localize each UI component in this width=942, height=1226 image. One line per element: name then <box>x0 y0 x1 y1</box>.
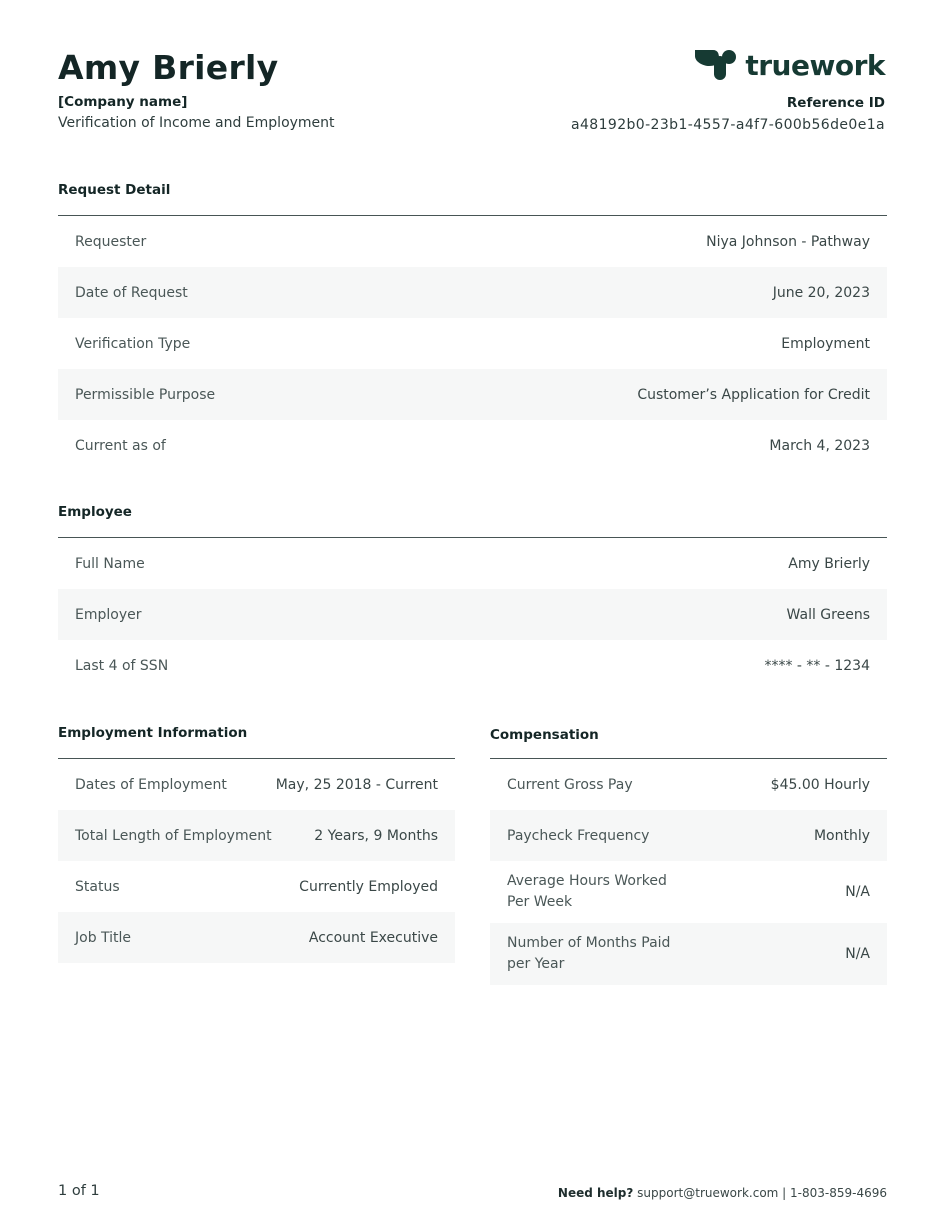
section-title: Compensation <box>490 723 887 759</box>
section-title: Request Detail <box>58 180 887 216</box>
table-row <box>58 640 887 691</box>
table-row <box>58 861 455 912</box>
table-row <box>58 318 887 369</box>
row-value: N/A <box>845 884 870 900</box>
table-row <box>58 912 455 963</box>
row-label: Status <box>75 878 120 895</box>
row-value: Currently Employed <box>299 878 438 895</box>
row-value: N/A <box>845 946 870 962</box>
employee-name-heading: Amy Brierly <box>58 48 279 87</box>
help-label: Need help? <box>557 1186 634 1200</box>
compensation-table <box>490 759 887 985</box>
row-label: Total Length of Employment <box>75 827 272 844</box>
truework-logo <box>691 48 885 82</box>
row-label: Last 4 of SSN <box>75 657 169 674</box>
employee-section <box>58 502 887 691</box>
row-value: Customer’s Application for Credit <box>637 386 870 403</box>
row-label: Current as of <box>75 437 166 454</box>
row-value: Employment <box>781 335 870 352</box>
employee-table <box>58 538 887 691</box>
row-value: **** - ** - 1234 <box>764 657 870 674</box>
row-label: Employer <box>75 606 142 623</box>
table-row <box>58 369 887 420</box>
row-label: Permissible Purpose <box>75 386 216 403</box>
reference-id-value: a48192b0-23b1-4557-a4f7-600b56de0e1a <box>570 117 885 133</box>
table-row <box>490 923 887 985</box>
employment-information-section <box>58 723 455 963</box>
row-value: March 4, 2023 <box>769 437 870 454</box>
page-number: 1 of 1 <box>58 1183 100 1199</box>
table-row <box>58 420 887 471</box>
row-value: Niya Johnson - Pathway <box>706 233 870 250</box>
row-value: Amy Brierly <box>788 555 870 572</box>
row-value: June 20, 2023 <box>772 284 870 301</box>
table-row <box>58 759 455 810</box>
row-value: May, 25 2018 - Current <box>275 776 438 793</box>
table-row <box>490 810 887 861</box>
reference-id-label: Reference ID <box>786 95 885 111</box>
logo-text: truework <box>745 48 885 82</box>
employment-information-table <box>58 759 455 963</box>
table-row <box>58 538 887 589</box>
row-label: Number of Months Paid per Year <box>507 935 671 972</box>
compensation-section <box>490 723 887 985</box>
table-row <box>490 759 887 810</box>
table-row <box>58 810 455 861</box>
table-row <box>490 861 887 923</box>
request-detail-table <box>58 216 887 471</box>
row-label: Job Title <box>75 929 132 946</box>
row-label: Verification Type <box>75 335 191 352</box>
help-footer <box>558 1186 887 1200</box>
row-label: Full Name <box>75 555 145 572</box>
row-label: Requester <box>75 233 147 250</box>
row-value: $45.00 Hourly <box>770 776 870 793</box>
table-row <box>58 589 887 640</box>
row-label: Average Hours Worked Per Week <box>507 873 667 910</box>
truework-logo-icon <box>691 48 737 82</box>
row-value: 2 Years, 9 Months <box>314 827 438 844</box>
row-value: Monthly <box>813 827 870 844</box>
help-contact-link[interactable]: support@truework.com | 1-803-859-4696 <box>637 1186 887 1200</box>
row-label: Dates of Employment <box>75 776 227 793</box>
table-row <box>58 216 887 267</box>
row-value: Account Executive <box>308 929 438 946</box>
row-label: Paycheck Frequency <box>507 827 650 844</box>
row-value: Wall Greens <box>786 606 870 623</box>
row-label: Date of Request <box>75 284 188 301</box>
document-subtitle: Verification of Income and Employment <box>58 115 335 131</box>
table-row <box>58 267 887 318</box>
section-title: Employee <box>58 502 887 538</box>
row-label: Current Gross Pay <box>507 776 633 793</box>
company-name: [Company name] <box>58 94 188 110</box>
request-detail-section <box>58 180 887 471</box>
section-title: Employment Information <box>58 723 455 759</box>
